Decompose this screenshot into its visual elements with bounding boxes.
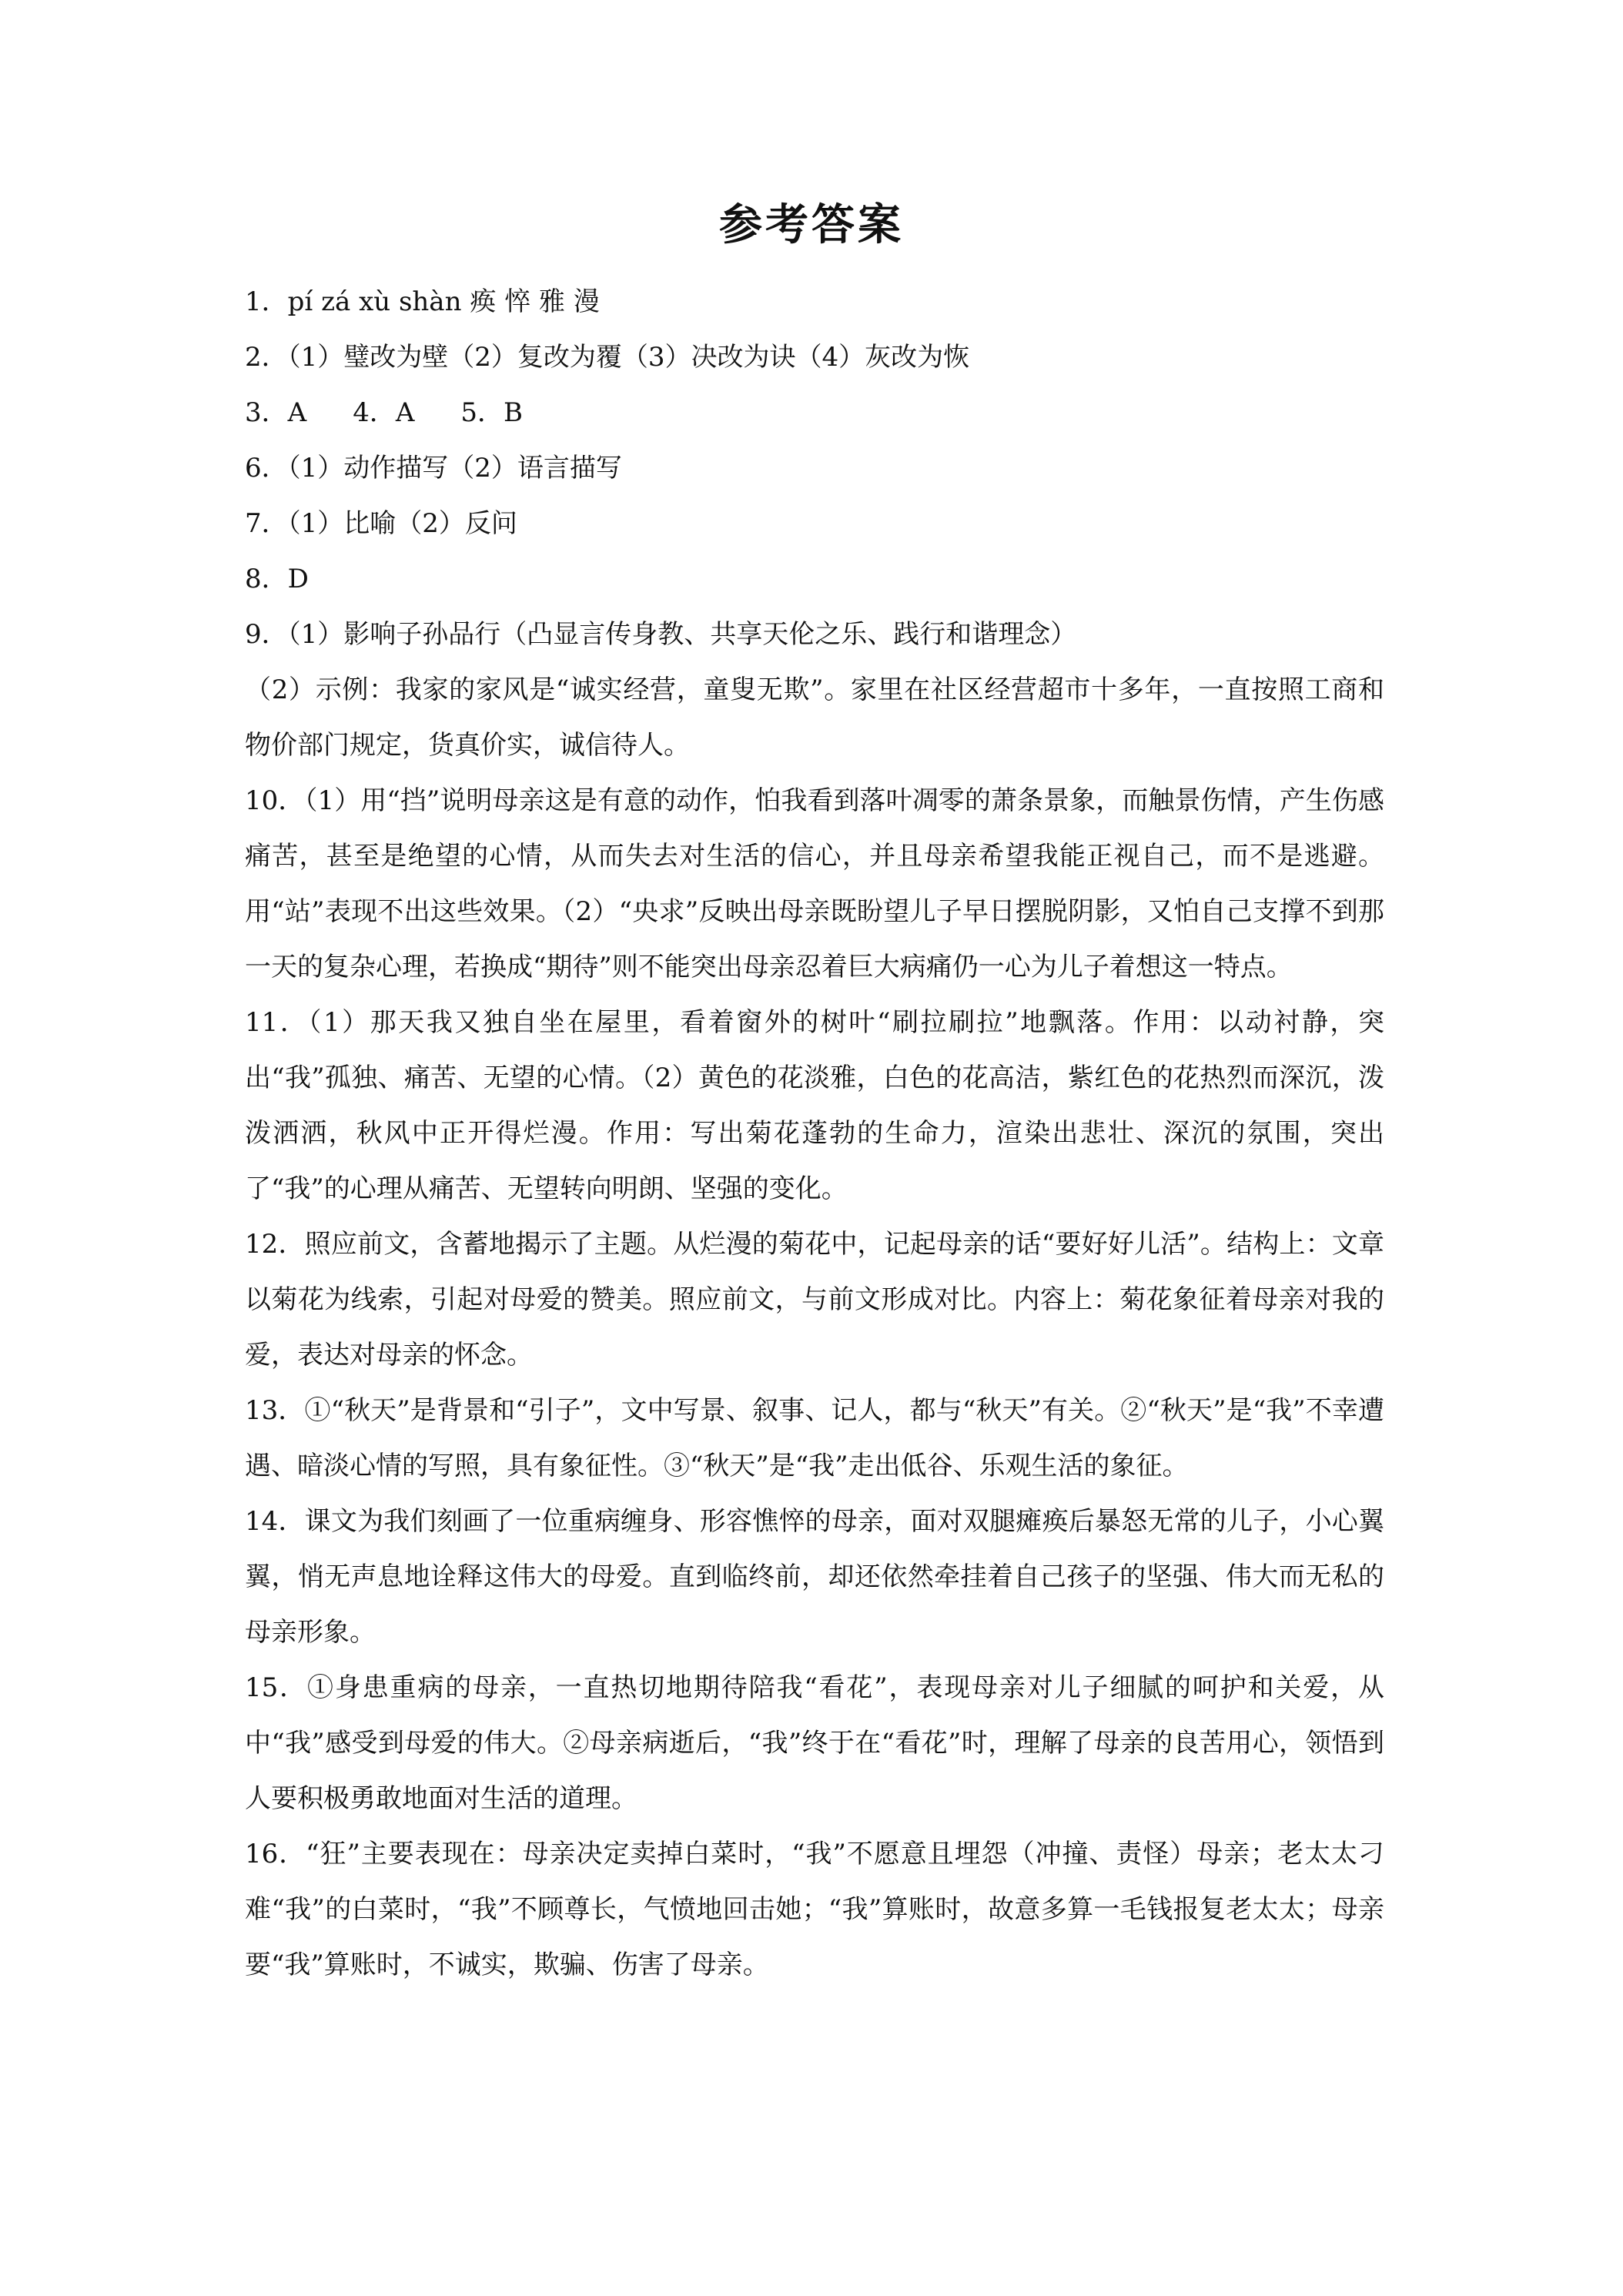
answer-8: 8．D bbox=[245, 564, 309, 594]
answer-3-5-row bbox=[245, 385, 1384, 440]
answer-15: 15．①身患重病的母亲，一直热切地期待陪我“看花”，表现母亲对儿子细腻的呵护和关爱，从中“我”感受到母爱的伟大。②母亲病逝后，“我”终于在“看花”时，理解了母亲的良苦用心，领悟到人要积极勇敢地面对生活的道理。 bbox=[245, 1672, 1384, 1814]
answer-2: 2．（1）璧改为壁（2）复改为覆（3）决改为诀（4）灰改为恢 bbox=[245, 342, 970, 373]
answer-9-part-1: 9．（1）影响子孙品行（凸显言传身教、共享天伦之乐、践行和谐理念） bbox=[245, 619, 1077, 650]
answer-6: 6．（1）动作描写（2）语言描写 bbox=[245, 453, 622, 484]
answer-13: 13．①“秋天”是背景和“引子”，文中写景、叙事、记人，都与“秋天”有关。②“秋天”是“我”不幸遭遇、暗淡心情的写照，具有象征性。③“秋天”是“我”走出低谷、乐观生活的象征。 bbox=[245, 1395, 1384, 1481]
answer-12: 12．照应前文，含蓄地揭示了主题。从烂漫的菊花中，记起母亲的话“要好好儿活”。结构上：文章以菊花为线索，引起对母爱的赞美。照应前文，与前文形成对比。内容上：菊花象征着母亲对我的爱，表达对母亲的怀念。 bbox=[245, 1229, 1384, 1371]
answer-10: 10．（1）用“挡”说明母亲这是有意的动作，怕我看到落叶凋零的萧条景象，而触景伤情，产生伤感痛苦，甚至是绝望的心情，从而失去对生活的信心，并且母亲希望我能正视自己，而不是逃避。用“站”表现不出这些效果。（2）“央求”反映出母亲既盼望儿子早日摆脱阴影，又怕自己支撑不到那一天的复杂心理，若换成“期待”则不能突出母亲忍着巨大病痛仍一心为儿子着想这一特点。 bbox=[245, 785, 1384, 982]
answer-14: 14．课文为我们刻画了一位重病缠身、形容憔悴的母亲，面对双腿瘫痪后暴怒无常的儿子，小心翼翼，悄无声息地诠释这伟大的母爱。直到临终前，却还依然牵挂着自己孩子的坚强、伟大而无私的母亲形象。 bbox=[245, 1506, 1384, 1648]
answer-11: 11．（1）那天我又独自坐在屋里，看着窗外的树叶“刷拉刷拉”地飘落。作用：以动衬静，突出“我”孤独、痛苦、无望的心情。（2）黄色的花淡雅，白色的花高洁，紫红色的花热烈而深沉，泼泼洒洒，秋风中正开得烂漫。作用：写出菊花蓬勃的生命力，渲染出悲壮、深沉的氛围，突出了“我”的心理从痛苦、无望转向明朗、坚强的变化。 bbox=[245, 1007, 1384, 1204]
answer-16: 16．“狂”主要表现在：母亲决定卖掉白菜时，“我”不愿意且埋怨（冲撞、责怪）母亲；老太太刁难“我”的白菜时，“我”不顾尊长，气愤地回击她；“我”算账时，故意多算一毛钱报复老太太；母亲要“我”算账时，不诚实，欺骗、伤害了母亲。 bbox=[245, 1839, 1384, 1980]
answer-7: 7．（1）比喻（2）反问 bbox=[245, 508, 517, 539]
answer-5: 5．B bbox=[460, 397, 523, 428]
page-title: 参考答案 bbox=[719, 199, 904, 250]
answer-list bbox=[245, 274, 1384, 1993]
answer-4: 4．A bbox=[353, 397, 415, 428]
answer-9-part-2: （2）示例：我家的家风是“诚实经营，童叟无欺”。家里在社区经营超市十多年，一直按照工商和物价部门规定，货真价实，诚信待人。 bbox=[245, 674, 1384, 761]
answer-1: 1．pí zá xù shàn 痪 悴 雅 漫 bbox=[245, 286, 600, 317]
answer-3: 3．A bbox=[245, 397, 307, 428]
